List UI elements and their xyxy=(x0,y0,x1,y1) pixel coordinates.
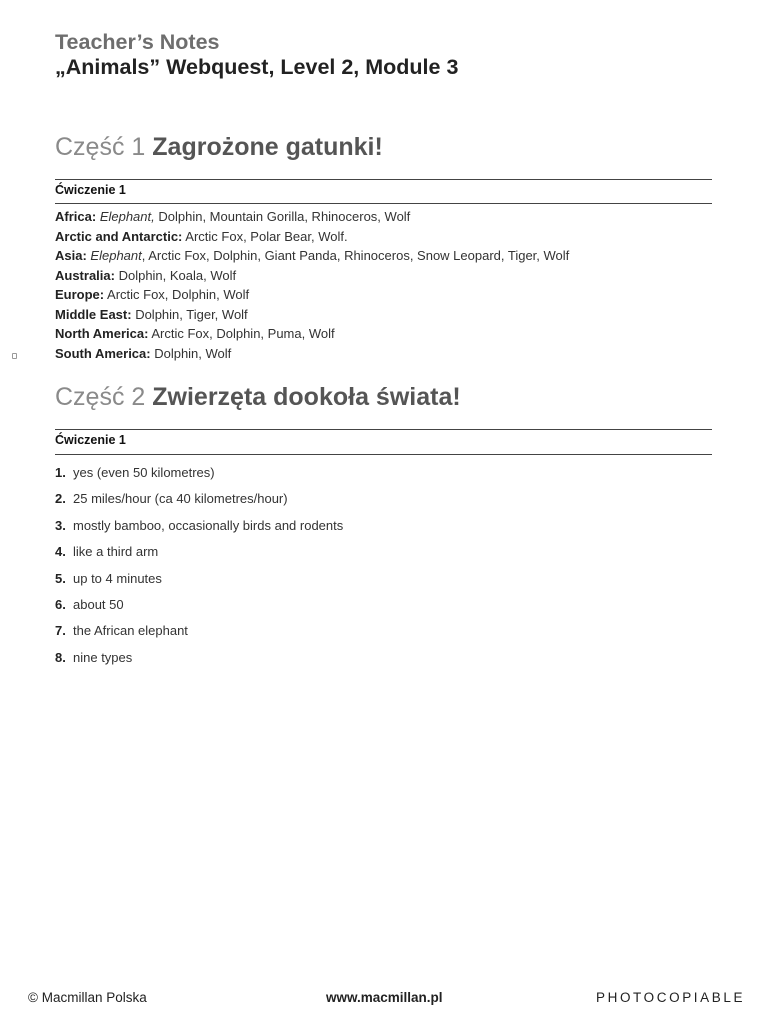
answer-item xyxy=(55,542,735,568)
region-name: North America: xyxy=(55,326,149,341)
region-row xyxy=(55,207,735,227)
answer-item xyxy=(55,621,735,647)
answer-item xyxy=(55,569,735,595)
region-animals: , Arctic Fox, Dolphin, Giant Panda, Rhinoceros, Snow Leopard, Tiger, Wolf xyxy=(141,248,570,263)
answer-text: the African elephant xyxy=(73,623,188,639)
region-name: South America: xyxy=(55,345,151,361)
region-name: Asia: xyxy=(55,248,87,263)
footer-website-link[interactable]: www.macmillan.pl xyxy=(326,990,443,1005)
part2-title: Zwierzęta dookoła świata! xyxy=(152,383,461,411)
region-name: Arctic and Antarctic: xyxy=(55,228,183,244)
region-row xyxy=(55,305,735,325)
answer-item xyxy=(55,516,735,542)
region-row xyxy=(55,324,735,344)
region-name: Australia: xyxy=(55,267,115,283)
answer-list xyxy=(55,463,735,674)
region-row xyxy=(55,266,735,286)
region-name: Middle East: xyxy=(55,306,132,322)
part2-exercise-label: Ćwiczenie 1 xyxy=(55,433,126,447)
region-italic: Elephant, xyxy=(99,209,155,224)
answer-text: like a third arm xyxy=(73,544,159,560)
answer-number: 8. xyxy=(55,649,66,665)
region-row xyxy=(55,285,735,305)
region-animals: Arctic Fox, Dolphin, Wolf xyxy=(104,287,250,302)
header-webquest-title: „Animals” Webquest, Level 2, Module 3 xyxy=(55,55,459,79)
answer-number: 2. xyxy=(55,491,66,507)
region-row xyxy=(55,227,735,247)
part2-heading xyxy=(55,381,461,413)
part2-rule-top xyxy=(55,429,712,430)
answer-number: 3. xyxy=(55,517,66,533)
region-animals: Dolphin, Mountain Gorilla, Rhinoceros, Wolf xyxy=(154,209,411,224)
answer-number: 5. xyxy=(55,570,66,586)
region-animals: Arctic Fox, Dolphin, Puma, Wolf xyxy=(148,326,335,341)
answer-item xyxy=(55,463,735,489)
answer-text: mostly bamboo, occasionally birds and rodents xyxy=(73,517,344,533)
answer-text: 25 miles/hour (ca 40 kilometres/hour) xyxy=(73,491,288,507)
part1-rule-top xyxy=(55,179,712,180)
answer-number: 4. xyxy=(55,544,66,560)
region-animals: Arctic Fox, Polar Bear, Wolf. xyxy=(182,228,348,244)
region-animals: Dolphin, Tiger, Wolf xyxy=(131,306,248,322)
part1-heading xyxy=(55,131,383,163)
answer-item xyxy=(55,595,735,621)
answer-text: yes (even 50 kilometres) xyxy=(73,465,215,480)
footer-copyright: © Macmillan Polska xyxy=(28,990,147,1005)
answer-number: 1. xyxy=(55,465,66,480)
footer-photocopiable: PHOTOCOPIABLE xyxy=(596,990,746,1005)
answer-item xyxy=(55,648,735,674)
region-row xyxy=(55,344,735,364)
answer-text: up to 4 minutes xyxy=(73,570,162,586)
part1-lead: Część 1 xyxy=(55,133,146,161)
answer-number: 6. xyxy=(55,596,66,612)
region-name: Africa: xyxy=(55,209,97,224)
answer-text: nine types xyxy=(73,649,133,665)
region-name: Europe: xyxy=(55,287,105,302)
scan-artifact xyxy=(12,353,17,359)
region-row xyxy=(55,246,735,266)
part1-rule-bottom xyxy=(55,203,712,204)
region-italic: Elephant xyxy=(90,248,142,263)
answer-text: about 50 xyxy=(73,596,124,612)
answer-item xyxy=(55,489,735,515)
answer-number: 7. xyxy=(55,623,66,639)
region-animals: Dolphin, Wolf xyxy=(150,345,232,361)
region-animals: Dolphin, Koala, Wolf xyxy=(114,267,237,283)
part2-lead: Część 2 xyxy=(55,383,146,411)
header-teachers-notes: Teacher’s Notes xyxy=(55,30,220,54)
part1-title: Zagrożone gatunki! xyxy=(152,133,383,161)
part1-exercise-label: Ćwiczenie 1 xyxy=(55,183,126,197)
part2-rule-bottom xyxy=(55,454,712,455)
region-list xyxy=(55,207,735,363)
